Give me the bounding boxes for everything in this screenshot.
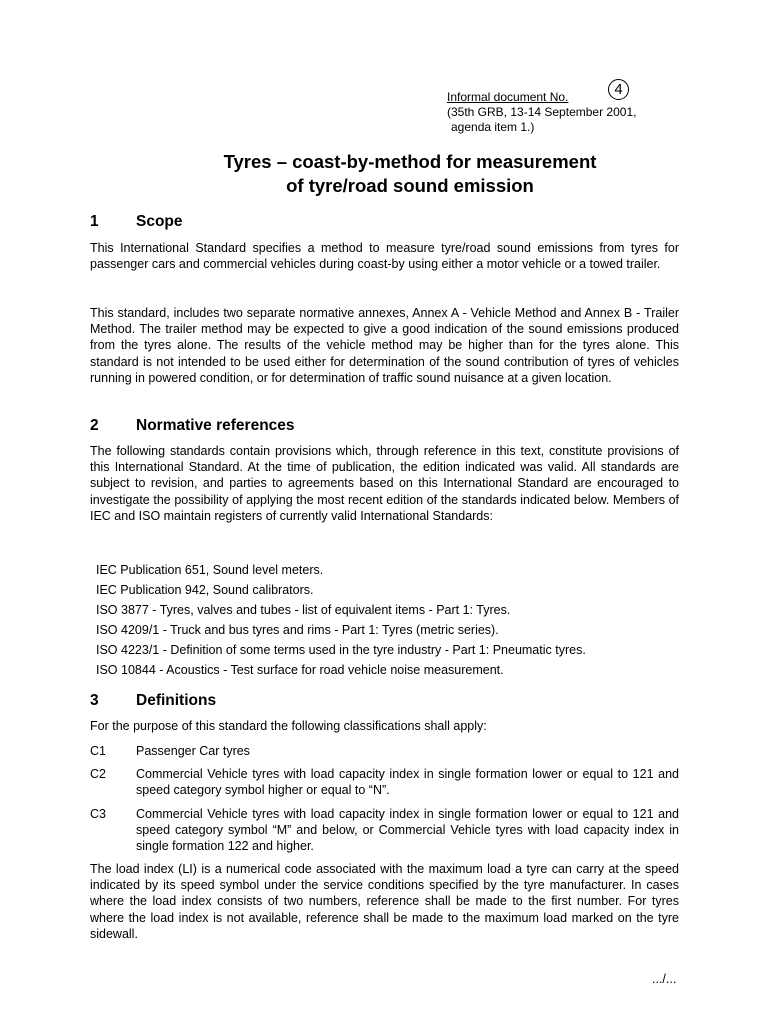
reference-item: IEC Publication 942, Sound calibrators. [96,582,314,597]
continuation-marker: .../... [652,972,677,986]
title-line-2: of tyre/road sound emission [286,175,534,196]
load-index-paragraph: The load index (LI) is a numerical code associated with the maximum load a tyre can carry at the speed indicated by its speed symbol under the service conditions specified by the tyre manufacturer. In cases where the load index consists of two numbers, reference shall be made to the first number. For tyres where the load index is not available, reference shall be made to the maximum load marked on the tyre sidewall. [90,862,679,941]
definitions-intro: For the purpose of this standard the following classifications shall apply: [90,719,487,733]
classification-code: C3 [90,807,106,821]
classification-description: Passenger Car tyres [136,744,250,758]
classification-item [90,806,679,854]
section-title: Scope [136,213,183,230]
document-number: Informal document No. [447,90,569,104]
document-info [447,81,637,135]
section-heading-scope [90,212,183,232]
classification-item [90,743,679,759]
classification-description: Commercial Vehicle tyres with load capacity index in single formation lower or equal to 121 and speed category symbol “M” and below, or Commercial Vehicle tyres with load capacity index in single formation 122 and higher. [136,807,679,853]
reference-item: ISO 4209/1 - Truck and bus tyres and rims - Part 1: Tyres (metric series). [96,622,499,637]
scope-paragraph-2: This standard, includes two separate normative annexes, Annex A - Vehicle Method and Annex B - Trailer Method. The trailer method may be expected to give a good indication of the sound emissions produced from the tyres alone. The results of the vehicle method may be higher than for the tyres alone. This standard is not intended to be used either for determination of the sound contribution of tyres of vehicles running in powered condition, or for determination of traffic sound nuisance at a given location. [90,306,679,385]
classification-item [90,766,679,798]
section-number: 3 [90,692,99,709]
classification-description: Commercial Vehicle tyres with load capacity index in single formation lower or equal to 121 and speed category symbol higher or equal to “N”. [136,767,679,797]
classification-code: C2 [90,767,106,781]
section-heading-definitions [90,691,216,711]
classification-code: C1 [90,744,106,758]
document-number-circle: 4 [608,79,629,100]
agenda-info: agenda item 1.) [451,120,535,134]
section-number: 2 [90,417,99,434]
document-title [90,150,730,198]
section-number: 1 [90,213,99,230]
title-line-1: Tyres – coast-by-method for measurement [223,151,597,172]
reference-list [96,561,586,680]
scope-paragraph-1: This International Standard specifies a method to measure tyre/road sound emissions from tyres for passenger cars and commercial vehicles during coast-by using either a motor vehicle or a towed trailer. [90,241,679,272]
reference-item: ISO 10844 - Acoustics - Test surface for road vehicle noise measurement. [96,662,504,677]
reference-item: IEC Publication 651, Sound level meters. [96,563,324,577]
reference-item: ISO 3877 - Tyres, valves and tubes - list of equivalent items - Part 1: Tyres. [96,602,511,617]
section-title: Normative references [136,417,295,434]
section-title: Definitions [136,692,217,709]
reference-item: ISO 4223/1 - Definition of some terms used in the tyre industry - Part 1: Pneumatic tyres. [96,642,586,657]
normative-paragraph: The following standards contain provisions which, through reference in this text, constitute provisions of this International Standard. At the time of publication, the edition indicated was valid. All standards are subject to revision, and parties to agreements based on this International Standard are encouraged to investigate the possibility of applying the most recent edition of the standards indicated below. Members of IEC and ISO maintain registers of currently valid International Standards: [90,444,679,523]
meeting-info: (35th GRB, 13-14 September 2001, [447,105,637,119]
section-heading-normative [90,416,295,436]
